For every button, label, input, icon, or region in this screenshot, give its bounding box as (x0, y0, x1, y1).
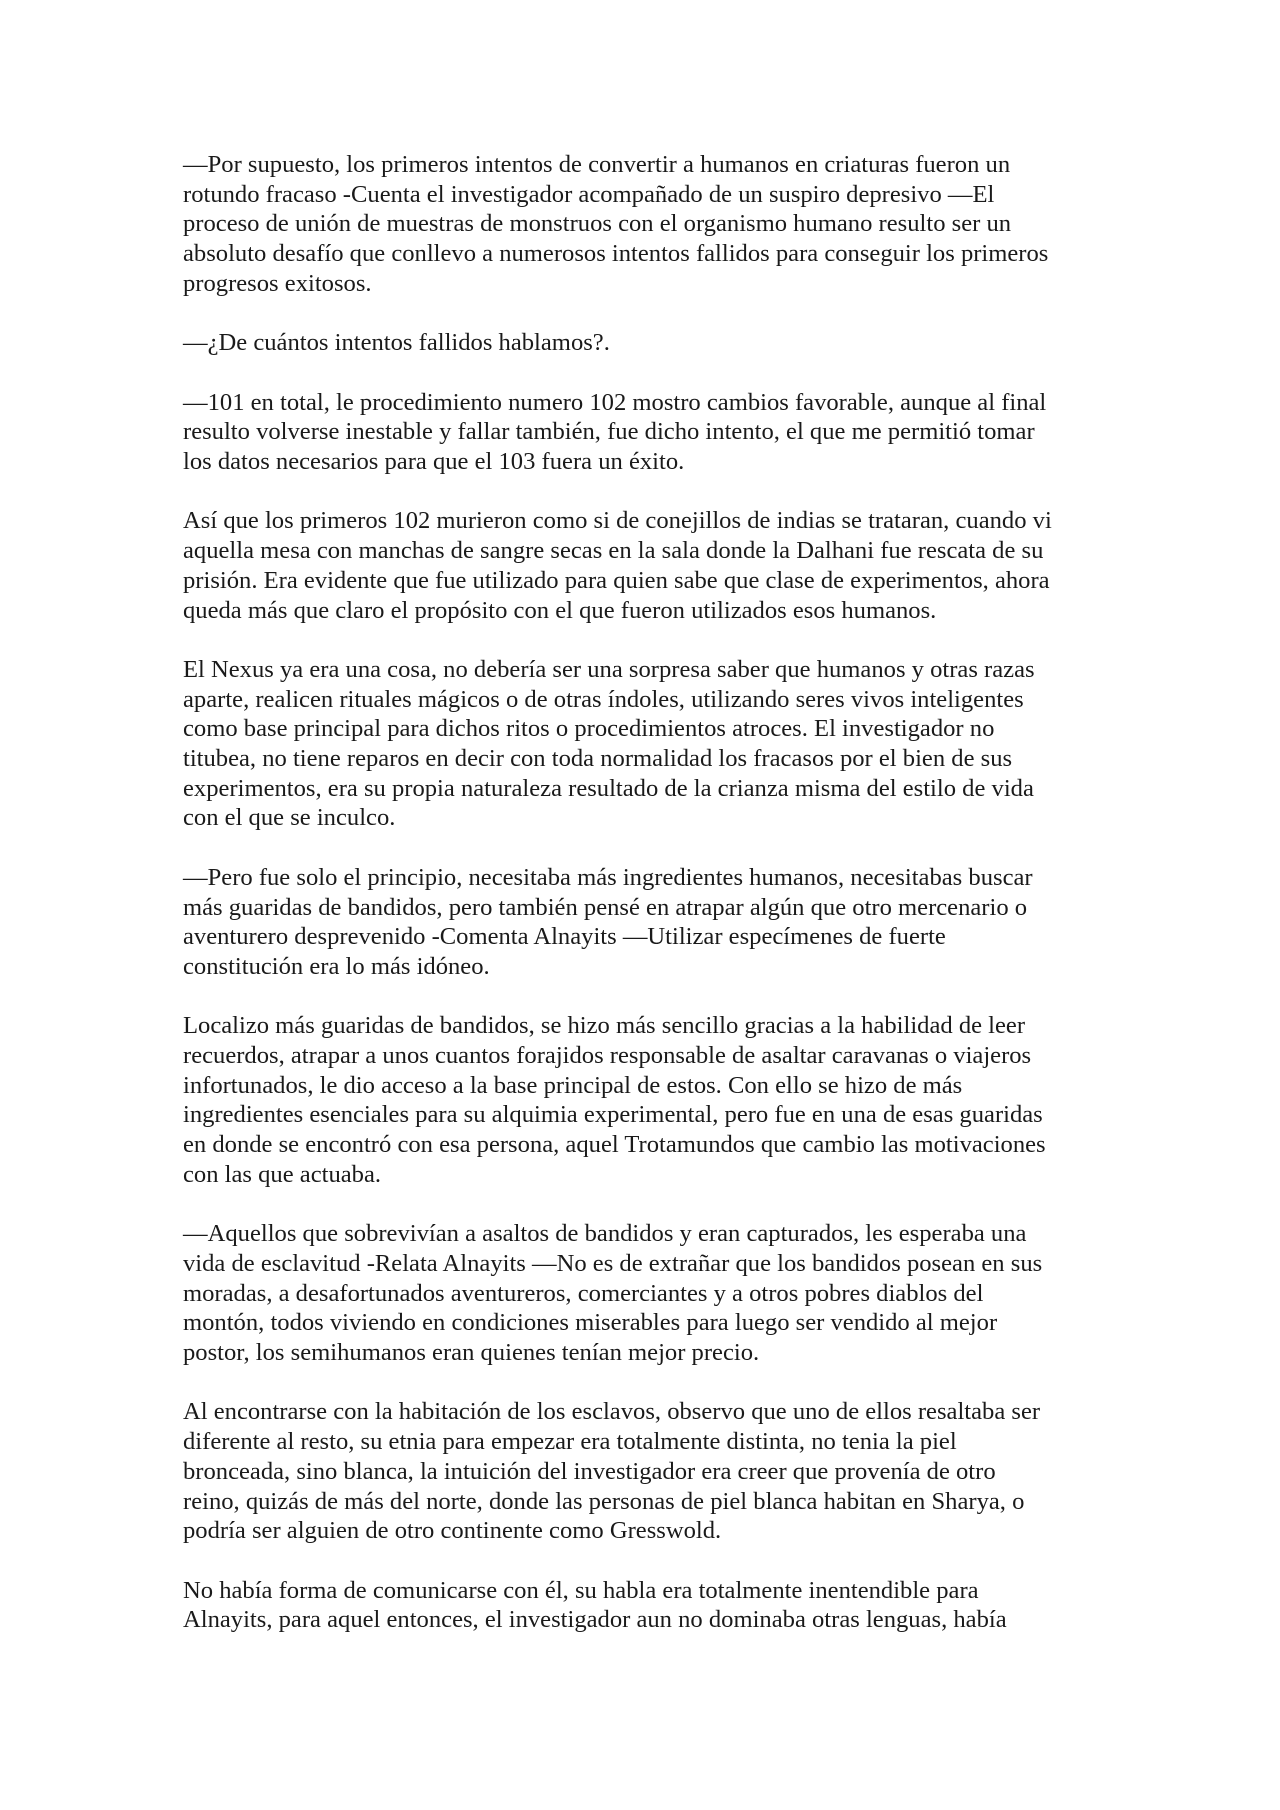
paragraph (183, 655, 1103, 833)
paragraph (183, 150, 1103, 299)
text-line: infortunados, le dio acceso a la base principal de estos. Con ello se hizo de más (183, 1071, 963, 1099)
text-line: queda más que claro el propósito con el que fueron utilizados esos humanos. (183, 596, 937, 624)
text-line: diferente al resto, su etnia para empezar era totalmente distinta, no tenia la piel (183, 1428, 957, 1456)
text-line: aparte, realicen rituales mágicos o de otras índoles, utilizando seres vivos inteligentes (183, 685, 1024, 713)
text-line: resulto volverse inestable y fallar también, fue dicho intento, el que me permitió tomar (183, 418, 1035, 446)
text-line: constitución era lo más idóneo. (183, 952, 490, 980)
text-line: bronceada, sino blanca, la intuición del investigador era creer que provenía de otro (183, 1457, 996, 1485)
text-line: aventurero desprevenido -Comenta Alnayits —Utilizar especímenes de fuerte (183, 923, 946, 951)
text-line: Así que los primeros 102 murieron como si de conejillos de indias se trataran, cuando vi (183, 507, 1052, 535)
paragraph (183, 1576, 1103, 1635)
text-line: vida de esclavitud -Relata Alnayits —No es de extrañar que los bandidos posean en sus (183, 1249, 1043, 1277)
text-line: con las que actuaba. (183, 1160, 382, 1188)
text-line: experimentos, era su propia naturaleza resultado de la crianza misma del estilo de vida (183, 774, 1034, 802)
text-line: montón, todos viviendo en condiciones miserables para luego ser vendido al mejor (183, 1309, 998, 1337)
paragraph (183, 506, 1103, 625)
paragraph (183, 1397, 1103, 1546)
text-line: —¿De cuántos intentos fallidos hablamos?. (183, 329, 610, 357)
text-line: —Aquellos que sobrevivían a asaltos de bandidos y eran capturados, les esperaba una (183, 1220, 1027, 1248)
paragraph (183, 328, 1103, 358)
text-line: prisión. Era evidente que fue utilizado para quien sabe que clase de experimentos, ahora (183, 566, 1050, 594)
text-line: Al encontrarse con la habitación de los esclavos, observo que uno de ellos resaltaba ser (183, 1398, 1041, 1426)
text-line: aquella mesa con manchas de sangre secas en la sala donde la Dalhani fue rescata de su (183, 537, 1044, 565)
text-line: podría ser alguien de otro continente como Gresswold. (183, 1517, 722, 1545)
text-line: progresos exitosos. (183, 269, 372, 297)
text-line: en donde se encontró con esa persona, aquel Trotamundos que cambio las motivaciones (183, 1131, 1046, 1159)
document-body (183, 150, 1103, 1665)
text-line: No había forma de comunicarse con él, su habla era totalmente inentendible para (183, 1576, 979, 1604)
text-line: —Por supuesto, los primeros intentos de convertir a humanos en criaturas fueron un (183, 151, 1011, 178)
paragraph (183, 388, 1103, 477)
text-line: El Nexus ya era una cosa, no debería ser una sorpresa saber que humanos y otras razas (183, 655, 1035, 683)
text-line: los datos necesarios para que el 103 fuera un éxito. (183, 448, 685, 475)
paragraph (183, 1219, 1103, 1368)
text-line: titubea, no tiene reparos en decir con toda normalidad los fracasos por el bien de sus (183, 745, 1013, 772)
paragraph (183, 863, 1103, 982)
text-line: Alnayits, para aquel entonces, el investigador aun no dominaba otras lenguas, había (183, 1606, 1007, 1634)
text-line: —101 en total, le procedimiento numero 102 mostro cambios favorable, aunque al final (183, 388, 1047, 416)
text-line: moradas, a desafortunados aventureros, comerciantes y a otros pobres diablos del (183, 1279, 984, 1307)
text-line: Localizo más guaridas de bandidos, se hizo más sencillo gracias a la habilidad de leer (183, 1012, 1026, 1040)
paragraph (183, 1011, 1103, 1189)
text-line: proceso de unión de muestras de monstruos con el organismo humano resulto ser un (183, 210, 1012, 238)
text-line: recuerdos, atrapar a unos cuantos forajidos responsable de asaltar caravanas o viajeros (183, 1042, 1032, 1069)
text-line: rotundo fracaso -Cuenta el investigador acompañado de un suspiro depresivo —El (183, 180, 995, 208)
text-line: más guaridas de bandidos, pero también pensé en atrapar algún que otro mercenario o (183, 893, 1028, 921)
text-line: absoluto desafío que conllevo a numerosos intentos fallidos para conseguir los primeros (183, 240, 1049, 268)
text-line: ingredientes esenciales para su alquimia experimental, pero fue en una de esas guaridas (183, 1101, 1043, 1129)
text-line: postor, los semihumanos eran quienes tenían mejor precio. (183, 1339, 760, 1367)
text-line: como base principal para dichos ritos o procedimientos atroces. El investigador no (183, 715, 995, 743)
text-line: reino, quizás de más del norte, donde las personas de piel blanca habitan en Sharya, o (183, 1487, 1025, 1515)
text-line: con el que se inculco. (183, 804, 396, 832)
text-line: —Pero fue solo el principio, necesitaba más ingredientes humanos, necesitabas buscar (183, 863, 1033, 891)
